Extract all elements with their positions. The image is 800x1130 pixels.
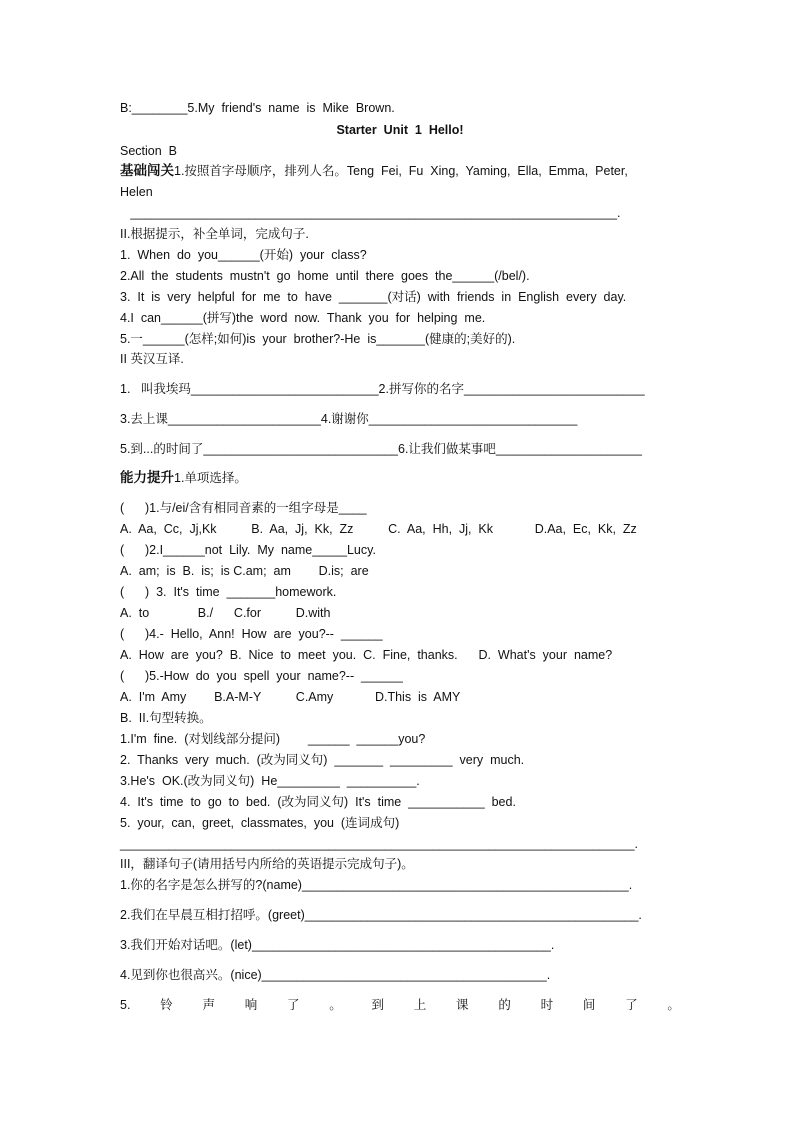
section-heading: Section B	[120, 144, 177, 158]
text-line: 5.到...的时间了____________________________6.让我们做某事吧_____________________	[120, 442, 642, 456]
text-line: 2. Thanks very much. (改为同义句) _______ _________ very much.	[120, 753, 525, 767]
text-line: 1.你的名字是怎么拼写的?(name)_______________________________________________.	[120, 878, 633, 892]
text-line: A. am; is B. is; is C.am; am D.is; are	[120, 564, 369, 578]
text-line: ( )5.-How do you spell your name?-- ______	[120, 669, 403, 683]
answer-line: __________________________________________________________________________.	[120, 837, 638, 851]
text-line: II 英汉互译.	[120, 352, 184, 366]
text-line: 1.I'm fine. (对划线部分提问) ______ ______you?	[120, 732, 426, 746]
text-line: II.根据提示，补全单词，完成句子.	[120, 227, 309, 241]
page-title: Starter Unit 1 Hello!	[336, 123, 464, 137]
answer-line: ______________________________________________________________________.	[120, 206, 621, 220]
text-line: 2.我们在早晨互相打招呼。(greet)________________________________________________.	[120, 908, 642, 922]
text-line: 4. It's time to go to bed. (改为同义句) It's time ___________ bed.	[120, 795, 516, 809]
text-line: ( )4.- Hello, Ann! How are you?-- ______	[120, 627, 383, 641]
text-line: 1. 叫我埃玛___________________________2.拼写你的名字__________________________	[120, 382, 645, 396]
text-line: 5. your, can, greet, classmates, you (连词成句)	[120, 816, 400, 830]
text-line: A. How are you? B. Nice to meet you. C. Fine, thanks. D. What's your name?	[120, 648, 613, 662]
text-line: 能力提升1.单项选择。	[120, 470, 247, 485]
worksheet-page	[120, 0, 680, 1130]
text-line: 5.一______(怎样;如何)is your brother?-He is_______(健康的;美好的).	[120, 332, 516, 346]
text-line: 3.He's OK.(改为同义句) He_________ __________.	[120, 774, 420, 788]
text-line-spread: 5. 铃 声 响 了 。 到 上 课 的 时 间 了 。	[120, 998, 680, 1012]
text-line: 3. It is very helpful for me to have _______(对话) with friends in English every day.	[120, 290, 627, 304]
text-line: 4.I can______(拼写)the word now. Thank you for helping me.	[120, 311, 486, 325]
text-line: 3.去上课______________________4.谢谢你______________________________	[120, 412, 578, 426]
text-line: 4.见到你也很高兴。(nice)_________________________________________.	[120, 968, 551, 982]
text-line: 基础闯关1.按照首字母顺序，排列人名。Teng Fei, Fu Xing, Yaming, Ella, Emma, Peter,	[120, 163, 628, 178]
text-line: III，翻译句子(请用括号内所给的英语提示完成句子)。	[120, 857, 414, 871]
text-line: ( ) 3. It's time _______homework.	[120, 585, 337, 599]
text-line: A. I'm Amy B.A-M-Y C.Amy D.This is AMY	[120, 690, 461, 704]
text-line: B:________5.My friend's name is Mike Brown.	[120, 101, 395, 115]
text-line: B. II.句型转换。	[120, 711, 212, 725]
text-line: ( )2.I______not Lily. My name_____Lucy.	[120, 543, 376, 557]
text-line: 1. When do you______(开始) your class?	[120, 248, 367, 262]
text-line: Helen	[120, 185, 153, 199]
text-line: 3.我们开始对话吧。(let)___________________________________________.	[120, 938, 555, 952]
text-line: 2.All the students mustn't go home until there goes the______(/bel/).	[120, 269, 530, 283]
text-line: ( )1.与/ei/含有相同音素的一组字母是____	[120, 501, 367, 515]
text-line: A. to B./ C.for D.with	[120, 606, 331, 620]
text-line: A. Aa, Cc, Jj,Kk B. Aa, Jj, Kk, Zz C. Aa, Hh, Jj, Kk D.Aa, Ec, Kk, Zz	[120, 522, 637, 536]
